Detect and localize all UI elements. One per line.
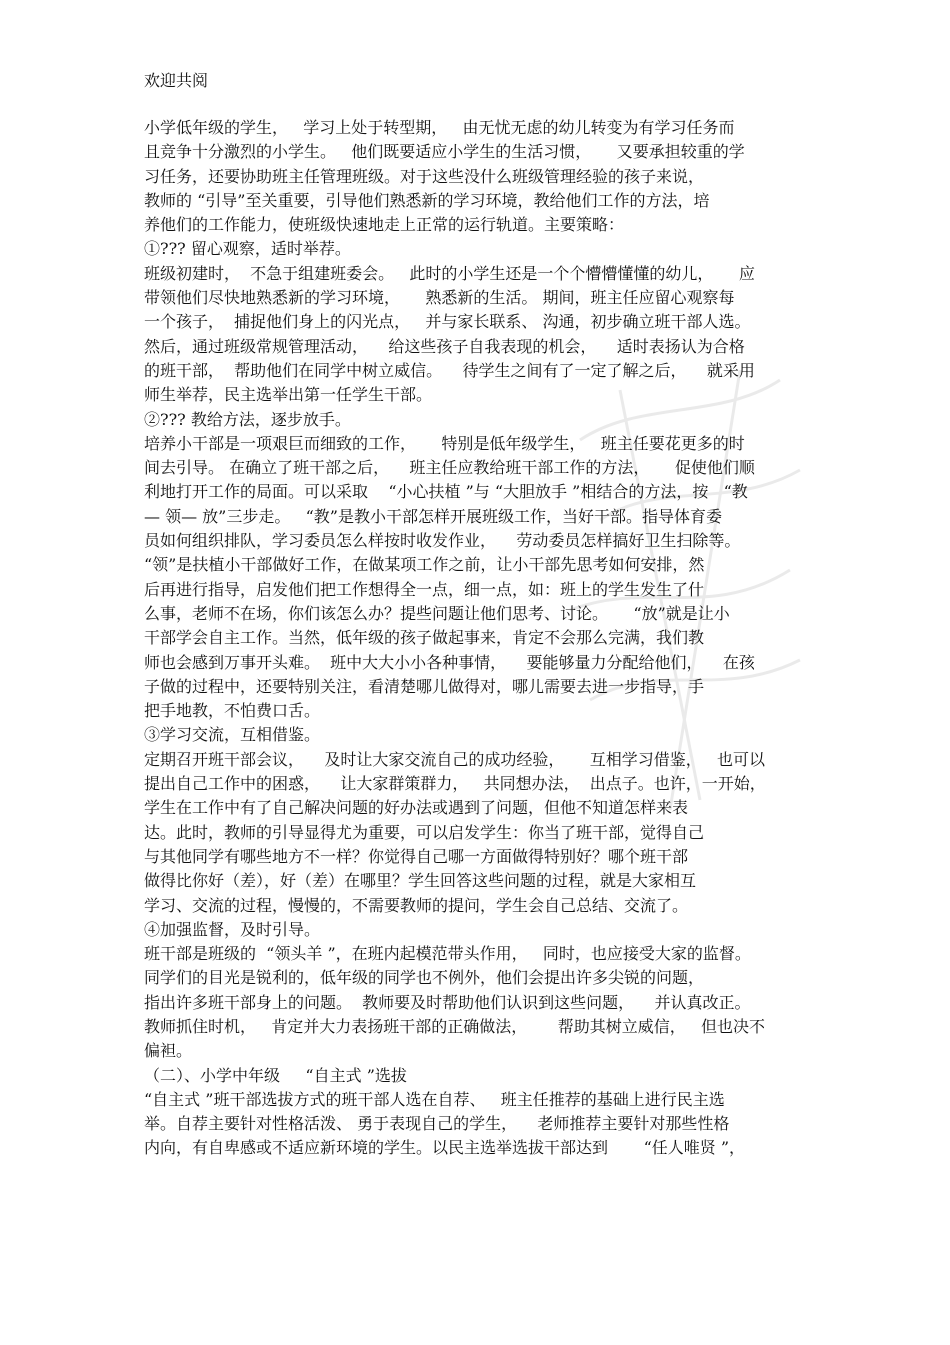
text-line: ①??? 留心观察，适时举荐。 <box>144 239 351 259</box>
text-line: 学生在工作中有了自己解决问题的好办法或遇到了问题，但他不知道怎样来表 <box>144 798 689 818</box>
text-line: 的班干部， 帮助他们在同学中树立威信。 待学生之间有了一定了解之后， 就采用 <box>144 360 755 380</box>
text-line: 带领他们尽快地熟悉新的学习环境， 熟悉新的生活。 期间，班主任应留心观察每 <box>144 288 735 308</box>
text-line: 把手地教，不怕费口舌。 <box>144 701 321 721</box>
article-body <box>144 116 814 1161</box>
text-line: 然后，通过班级常规管理活动， 给这些孩子自我表现的机会， 适时表扬认为合格 <box>144 336 745 356</box>
text-line: 内向，有自卑感或不适应新环境的学生。以民主选举选拔干部达到 “任人唯贤 ”， <box>144 1138 746 1158</box>
text-line: 学习、交流的过程，慢慢的，不需要教师的提问，学生会自己总结、交流了。 <box>144 895 689 915</box>
text-line: 一个孩子， 捕捉他们身上的闪光点， 并与家长联系、 沟通，初步确立班干部人选。 <box>144 312 751 332</box>
text-line: ④加强监督，及时引导。 <box>144 919 321 939</box>
text-line: 习任务，还要协助班主任管理班级。对于这些没什么班级管理经验的孩子来说， <box>144 166 705 186</box>
text-line: 班干部是班级的 “领头羊 ”，在班内起模范带头作用， 同时，也应接受大家的监督。 <box>144 944 751 964</box>
text-line: ②??? 教给方法，逐步放手。 <box>144 409 351 429</box>
text-line: 同学们的目光是锐利的，低年级的同学也不例外，他们会提出许多尖锐的问题， <box>144 968 705 988</box>
text-line: “自主式 ”班干部选拔方式的班干部人选在自荐、 班主任推荐的基础上进行民主选 <box>144 1089 725 1109</box>
text-line: 班级初建时， 不急于组建班委会。 此时的小学生还是一个个懵懵懂懂的幼儿， 应 <box>144 263 755 283</box>
page-header: 欢迎共阅 <box>144 71 209 90</box>
text-line: （二）、小学中年级 “自主式 ”选拔 <box>144 1065 407 1085</box>
text-line: 子做的过程中，还要特别关注，看清楚哪儿做得对，哪儿需要去进一步指导，手 <box>144 676 705 696</box>
text-line: 培养小干部是一项艰巨而细致的工作， 特别是低年级学生， 班主任要花更多的时 <box>144 433 745 453</box>
text-line: 养他们的工作能力，使班级快速地走上正常的运行轨道。主要策略： <box>144 215 625 235</box>
text-line: 师也会感到万事开头难。 班中大大小小各种事情， 要能够量力分配给他们， 在孩 <box>144 652 755 672</box>
text-line: 小学低年级的学生， 学习上处于转型期， 由无忧无虑的幼儿转变为有学习任务而 <box>144 118 735 137</box>
text-line: 么事，老师不在场，你们该怎么办？提些问题让他们思考、讨论。 “放”就是让小 <box>144 603 730 623</box>
text-line: 达。此时，教师的引导显得尤为重要，可以启发学生：你当了班干部，觉得自己 <box>144 822 705 842</box>
text-line: 干部学会自主工作。当然，低年级的孩子做起事来，肯定不会那么完满，我们教 <box>144 628 705 648</box>
text-line: 提出自己工作中的困惑， 让大家群策群力， 共同想办法， 出点子。也许，一开始， <box>144 774 766 794</box>
text-line: 利地打开工作的局面。可以采取 “小心扶植 ”与 “大胆放手 ”相结合的方法，按 “教 <box>144 482 748 502</box>
text-line: 教师的 “引导”至关重要，引导他们熟悉新的学习环境，教给他们工作的方法，培 <box>144 190 710 210</box>
text-line: 举。自荐主要针对性格活泼、 勇于表现自己的学生， 老师推荐主要针对那些性格 <box>144 1114 730 1134</box>
text-line: 偏袒。 <box>144 1041 193 1061</box>
text-line: 做得比你好（差），好（差）在哪里？学生回答这些问题的过程，就是大家相互 <box>144 871 697 891</box>
text-line: 与其他同学有哪些地方不一样？你觉得自己哪一方面做得特别好？哪个班干部 <box>144 846 689 866</box>
text-line: 师生举荐，民主选举出第一任学生干部。 <box>144 385 433 405</box>
text-line: ③学习交流，互相借鉴。 <box>144 725 321 745</box>
text-line: 定期召开班干部会议， 及时让大家交流自己的成功经验， 互相学习借鉴， 也可以 <box>144 749 766 769</box>
text-line: 后再进行指导，启发他们把工作想得全一点，细一点，如：班上的学生发生了什 <box>144 579 705 599</box>
text-line: 间去引导。 在确立了班干部之后， 班主任应教给班干部工作的方法， 促使他们顺 <box>144 458 755 478</box>
text-line: 指出许多班干部身上的问题。 教师要及时帮助他们认识到这些问题， 并认真改正。 <box>144 992 751 1012</box>
text-line: 且竞争十分激烈的小学生。 他们既要适应小学生的生活习惯， 又要承担较重的学 <box>144 142 745 162</box>
text-line: 教师抓住时机， 肯定并大力表扬班干部的正确做法， 帮助其树立威信， 但也决不 <box>144 1016 766 1036</box>
text-line: — 领— 放”三步走。 “教”是教小干部怎样开展班级工作，当好干部。指导体育委 <box>144 506 722 526</box>
text-line: “领”是扶植小干部做好工作，在做某项工作之前，让小干部先思考如何安排，然 <box>144 555 705 575</box>
text-line: 员如何组织排队，学习委员怎么样按时收发作业， 劳动委员怎样搞好卫生扫除等。 <box>144 531 741 551</box>
